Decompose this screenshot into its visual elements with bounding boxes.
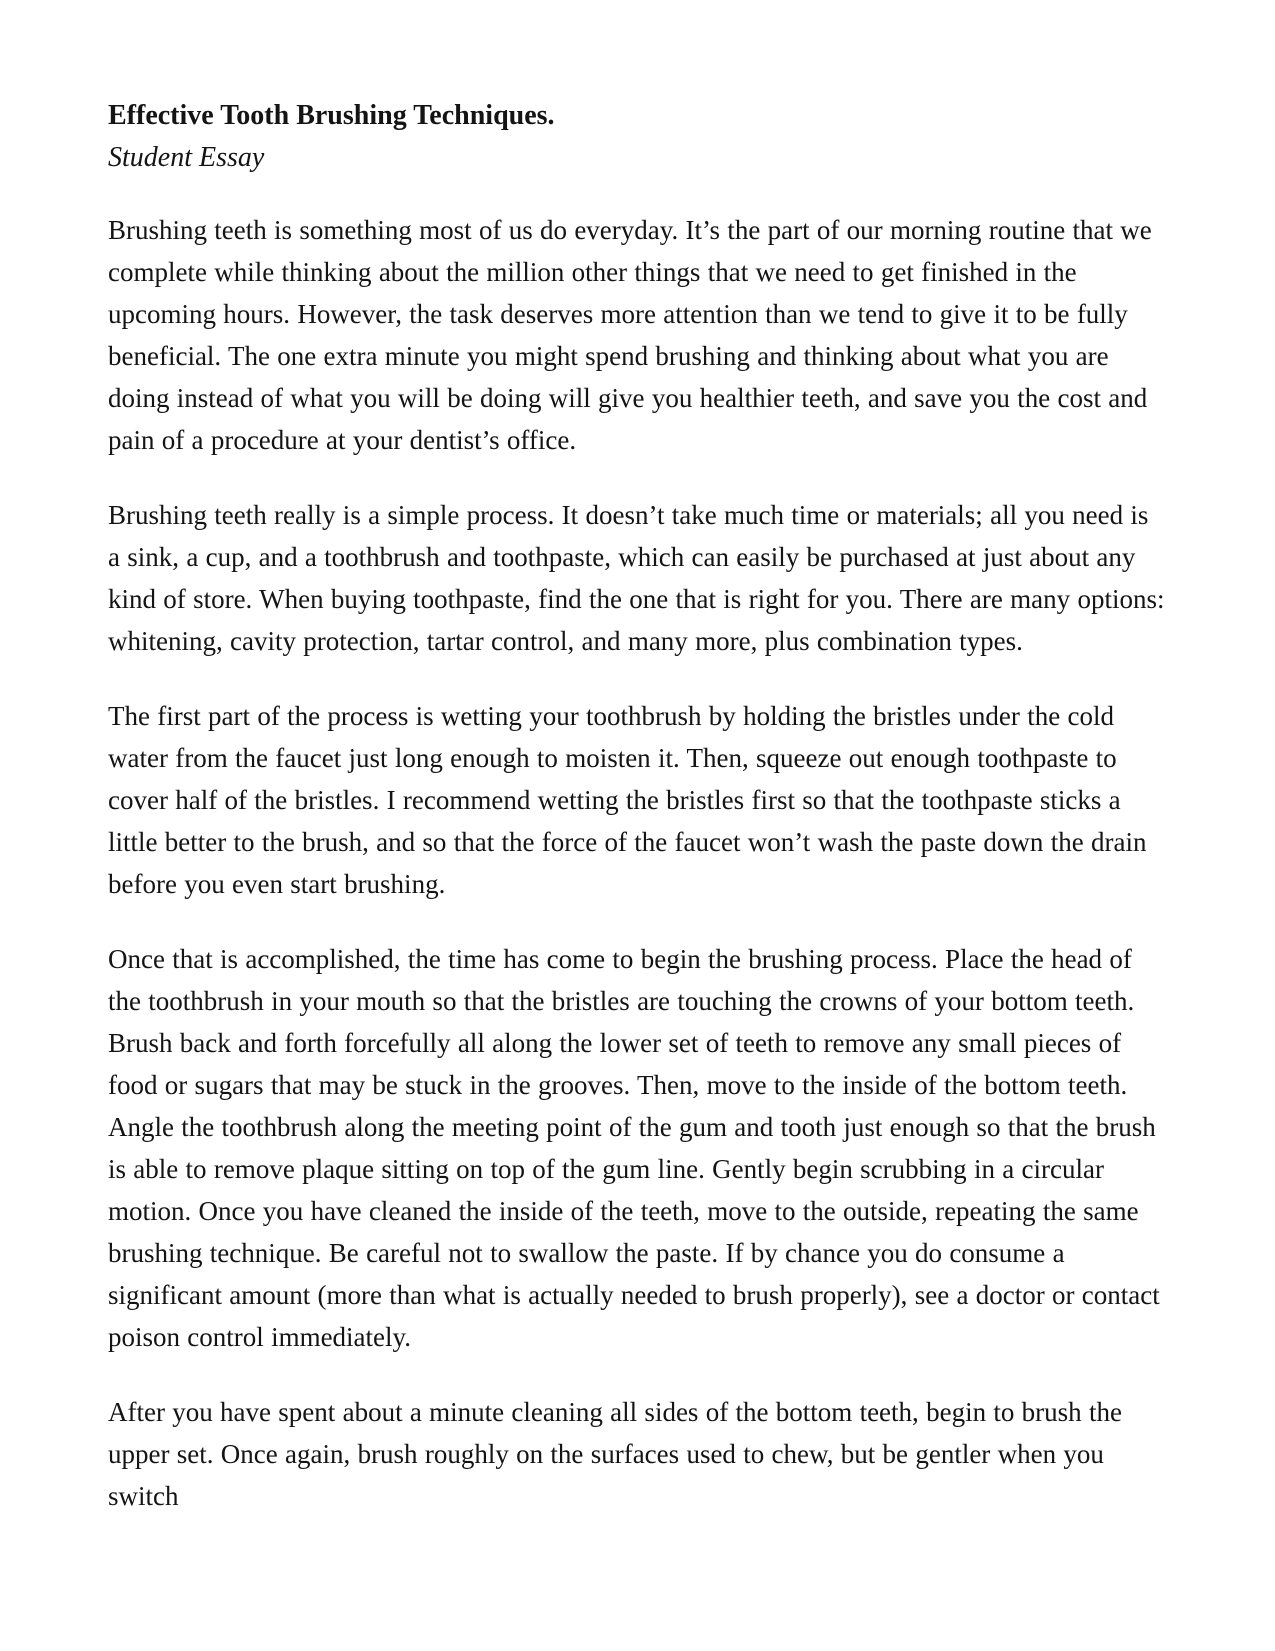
document-title: Effective Tooth Brushing Techniques. <box>108 100 555 131</box>
essay-paragraph-1: Brushing teeth is something most of us do everyday. It’s the part of our morning routine that we complete while thinking about the million other things that we need to get finished in the upcoming hours. However, the task deserves more attention than we tend to give it to be fully beneficial. The one extra minute you might spend brushing and thinking about what you are doing instead of what you will be doing will give you healthier teeth, and save you the cost and pain of a procedure at your dentist’s office. <box>108 215 1152 455</box>
essay-paragraph-4: Once that is accomplished, the time has come to begin the brushing process. Place the head of the toothbrush in your mouth so that the bristles are touching the crowns of your bottom teeth. Brush back and forth forcefully all along the lower set of teeth to remove any small pieces of food or sugars that may be stuck in the grooves. Then, move to the inside of the bottom teeth. Angle the toothbrush along the meeting point of the gum and tooth just enough so that the brush is able to remove plaque sitting on top of the gum line. Gently begin scrubbing in a circular motion. Once you have cleaned the inside of the teeth, move to the outside, repeating the same brushing technique. Be careful not to swallow the paste. If by chance you do consume a significant amount (more than what is actually needed to brush properly), see a doctor or contact poison control immediately. <box>108 944 1160 1352</box>
essay-paragraph-2: Brushing teeth really is a simple process. It doesn’t take much time or materials; all you need is a sink, a cup, and a toothbrush and toothpaste, which can easily be purchased at just about any kind of store. When buying toothpaste, find the one that is right for you. There are many options: whitening, cavity protection, tartar control, and many more, plus combination types. <box>108 500 1165 656</box>
essay-paragraph-3: The first part of the process is wetting your toothbrush by holding the bristles under the cold water from the faucet just long enough to moisten it. Then, squeeze out enough toothpaste to cover half of the bristles. I recommend wetting the bristles first so that the toothpaste sticks a little better to the brush, and so that the force of the faucet won’t wash the paste down the drain before you even start brushing. <box>108 701 1147 899</box>
essay-paragraph-5: After you have spent about a minute cleaning all sides of the bottom teeth, begin to brush the upper set. Once again, brush roughly on the surfaces used to chew, but be gentler when you switch <box>108 1397 1122 1511</box>
document-subtitle: Student Essay <box>108 142 265 173</box>
